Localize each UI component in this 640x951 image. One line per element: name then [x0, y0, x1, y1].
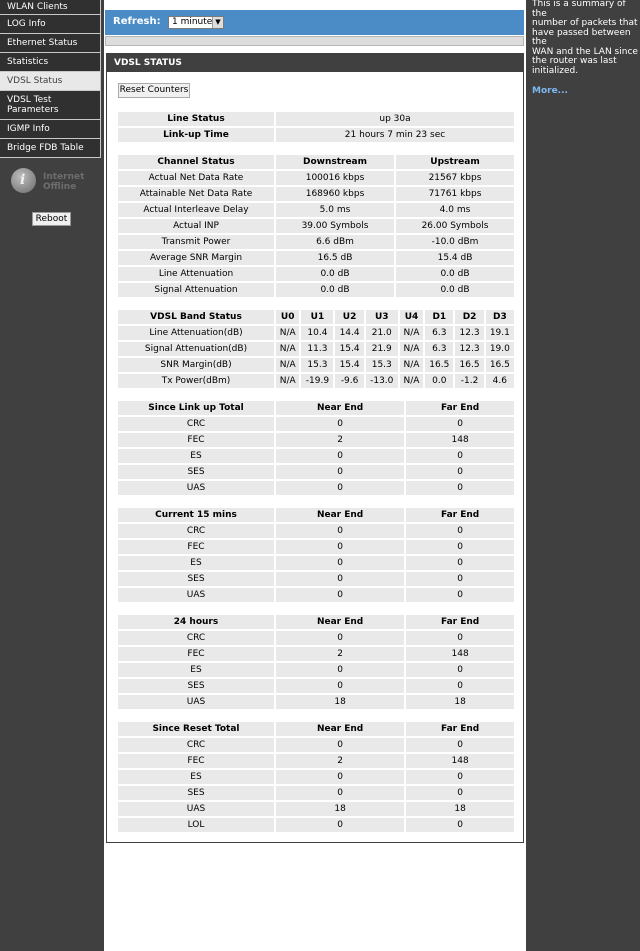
help-line: WAN and the LAN since: [532, 46, 638, 57]
table-cell: 14.4: [335, 326, 363, 340]
column-header: Far End: [406, 722, 514, 736]
table-cell: N/A: [276, 374, 299, 388]
sidebar-item-vdsl-status[interactable]: VDSL Status: [0, 72, 101, 91]
table-cell: 0.0 dB: [396, 267, 514, 281]
table-row: [118, 540, 514, 554]
table-row: [118, 556, 514, 570]
table-cell: -19.9: [301, 374, 333, 388]
table-cell: Transmit Power: [118, 235, 274, 249]
table-cell: 0: [276, 588, 404, 602]
table-cell: 0: [406, 770, 514, 784]
table-cell: -10.0 dBm: [396, 235, 514, 249]
table-cell: 0: [276, 679, 404, 693]
info-icon: i: [11, 168, 36, 193]
line-status-label: Line Status: [118, 112, 274, 126]
table-cell: 0: [276, 572, 404, 586]
table-cell: N/A: [276, 342, 299, 356]
table-cell: 18: [276, 695, 404, 709]
table-cell: 0: [406, 663, 514, 677]
more-link[interactable]: More...: [532, 86, 568, 96]
table-cell: 12.3: [455, 342, 483, 356]
table-cell: 0: [276, 449, 404, 463]
table-cell: Actual Net Data Rate: [118, 171, 274, 185]
table-row: [118, 417, 514, 431]
column-header: Since Reset Total: [118, 722, 274, 736]
table-cell: Attainable Net Data Rate: [118, 187, 274, 201]
table-row: [118, 326, 514, 340]
table-row: [118, 187, 514, 201]
sidebar-item-vdsl-test-parameters[interactable]: VDSL Test Parameters: [0, 91, 101, 120]
table-header-row: [118, 722, 514, 736]
table-cell: 0: [276, 818, 404, 832]
table-cell: SNR Margin(dB): [118, 358, 274, 372]
table-cell: Actual Interleave Delay: [118, 203, 274, 217]
table-cell: 15.3: [366, 358, 398, 372]
column-header: Near End: [276, 508, 404, 522]
table-cell: 0: [276, 738, 404, 752]
table-cell: 0: [406, 556, 514, 570]
help-line: initialized.: [532, 65, 579, 76]
table-cell: 39.00 Symbols: [276, 219, 394, 233]
table-row: [118, 738, 514, 752]
table-cell: 0: [406, 481, 514, 495]
reset-counters-button[interactable]: Reset Counters: [118, 83, 190, 98]
table-row: [118, 465, 514, 479]
sidebar-item-wlan-clients[interactable]: WLAN Clients: [0, 0, 101, 15]
table-header-row: [118, 508, 514, 522]
table-cell: 148: [406, 433, 514, 447]
help-line: This is a summary of the: [532, 0, 626, 19]
table-cell: 4.6: [486, 374, 514, 388]
table-cell: 11.3: [301, 342, 333, 356]
help-line: the router was last: [532, 56, 617, 66]
table-cell: 19.1: [486, 326, 514, 340]
table-cell: CRC: [118, 417, 274, 431]
table-cell: 18: [406, 802, 514, 816]
table-header-row: [118, 155, 514, 169]
table-cell: CRC: [118, 631, 274, 645]
table-cell: 19.0: [486, 342, 514, 356]
table-cell: 16.5 dB: [276, 251, 394, 265]
table-cell: 0: [276, 481, 404, 495]
table-cell: 0: [276, 631, 404, 645]
table-cell: SES: [118, 572, 274, 586]
refresh-label: Refresh:: [113, 16, 161, 27]
table-row: [118, 342, 514, 356]
table-cell: N/A: [400, 326, 423, 340]
table-cell: 0: [276, 417, 404, 431]
table-cell: 16.5: [455, 358, 483, 372]
help-line: number of packets that: [532, 18, 638, 28]
table-row: [118, 770, 514, 784]
table-cell: 0.0 dB: [276, 267, 394, 281]
table-cell: 148: [406, 647, 514, 661]
table-cell: 0: [276, 770, 404, 784]
table-cell: 0.0 dB: [396, 283, 514, 297]
table-cell: N/A: [400, 374, 423, 388]
table-cell: Line Attenuation(dB): [118, 326, 274, 340]
table-cell: CRC: [118, 524, 274, 538]
table-row: [118, 818, 514, 832]
sidebar-item-igmp-info[interactable]: IGMP Info: [0, 120, 101, 139]
table-cell: Tx Power(dBm): [118, 374, 274, 388]
column-header: D1: [425, 310, 453, 324]
table-cell: N/A: [276, 358, 299, 372]
table-row: [118, 171, 514, 185]
table-cell: 16.5: [486, 358, 514, 372]
table-cell: 2: [276, 433, 404, 447]
sidebar-nav: [0, 0, 101, 951]
table-cell: 12.3: [455, 326, 483, 340]
table-cell: 0: [406, 786, 514, 800]
table-row: [118, 358, 514, 372]
table-row: [118, 663, 514, 677]
table-header-row: [118, 615, 514, 629]
column-header: Channel Status: [118, 155, 274, 169]
table-row: [118, 128, 514, 142]
table-cell: 5.0 ms: [276, 203, 394, 217]
table-row: [118, 433, 514, 447]
table-cell: 0: [406, 679, 514, 693]
table-row: [118, 219, 514, 233]
table-cell: 0: [276, 524, 404, 538]
table-cell: 6.3: [425, 342, 453, 356]
table-cell: ES: [118, 449, 274, 463]
table-row: [118, 235, 514, 249]
column-header: Near End: [276, 615, 404, 629]
column-header: Far End: [406, 615, 514, 629]
table-cell: UAS: [118, 802, 274, 816]
table-cell: 0: [406, 449, 514, 463]
channel-status-table: [116, 153, 516, 299]
internet-label: Internet: [43, 172, 85, 182]
table-cell: SES: [118, 679, 274, 693]
reboot-button[interactable]: Reboot: [32, 212, 71, 226]
table-cell: Average SNR Margin: [118, 251, 274, 265]
hours-24-table: [116, 613, 516, 711]
table-cell: 0: [406, 524, 514, 538]
table-cell: Signal Attenuation(dB): [118, 342, 274, 356]
table-cell: SES: [118, 786, 274, 800]
link-up-value: 21 hours 7 min 23 sec: [276, 128, 514, 142]
table-cell: ES: [118, 663, 274, 677]
sidebar-item-ethernet-status[interactable]: Ethernet Status: [0, 34, 101, 53]
column-header: D2: [455, 310, 483, 324]
table-cell: 0: [406, 738, 514, 752]
table-cell: 15.3: [301, 358, 333, 372]
table-cell: 0.0: [425, 374, 453, 388]
table-row: [118, 679, 514, 693]
column-header: U4: [400, 310, 423, 324]
table-cell: 168960 kbps: [276, 187, 394, 201]
table-cell: Actual INP: [118, 219, 274, 233]
table-cell: 21567 kbps: [396, 171, 514, 185]
table-cell: 6.3: [425, 326, 453, 340]
sidebar-item-statistics[interactable]: Statistics: [0, 53, 101, 72]
internet-status: [0, 164, 101, 214]
line-status-value: up 30a: [276, 112, 514, 126]
table-row: [118, 695, 514, 709]
table-cell: FEC: [118, 540, 274, 554]
table-row: [118, 112, 514, 126]
table-cell: 4.0 ms: [396, 203, 514, 217]
column-header: Upstream: [396, 155, 514, 169]
table-cell: 0.0 dB: [276, 283, 394, 297]
table-cell: 0: [406, 417, 514, 431]
table-cell: 2: [276, 647, 404, 661]
table-cell: FEC: [118, 647, 274, 661]
column-header: Since Link up Total: [118, 401, 274, 415]
table-cell: 16.5: [425, 358, 453, 372]
table-cell: 71761 kbps: [396, 187, 514, 201]
help-panel: [530, 0, 640, 951]
table-header-row: [118, 401, 514, 415]
table-cell: 0: [276, 556, 404, 570]
refresh-bar: [105, 10, 524, 35]
since-link-table: [116, 399, 516, 497]
column-header: 24 hours: [118, 615, 274, 629]
column-header: D3: [486, 310, 514, 324]
column-header: Current 15 mins: [118, 508, 274, 522]
table-cell: N/A: [276, 326, 299, 340]
table-row: [118, 524, 514, 538]
table-row: [118, 631, 514, 645]
link-up-label: Link-up Time: [118, 128, 274, 142]
table-cell: 0: [406, 465, 514, 479]
table-cell: 21.0: [366, 326, 398, 340]
chevron-down-icon: ▼: [212, 17, 223, 28]
table-cell: SES: [118, 465, 274, 479]
table-cell: 18: [406, 695, 514, 709]
table-cell: Signal Attenuation: [118, 283, 274, 297]
table-row: [118, 647, 514, 661]
table-cell: ES: [118, 770, 274, 784]
table-cell: UAS: [118, 588, 274, 602]
band-status-table: [116, 308, 516, 390]
table-row: [118, 786, 514, 800]
vdsl-status-box: [106, 53, 524, 843]
table-row: [118, 251, 514, 265]
column-header: U1: [301, 310, 333, 324]
column-header: Far End: [406, 401, 514, 415]
table-cell: Line Attenuation: [118, 267, 274, 281]
help-line: have passed between the: [532, 27, 631, 47]
column-header: U0: [276, 310, 299, 324]
internet-offline-label: Offline: [43, 182, 77, 192]
table-header-row: [118, 310, 514, 324]
refresh-select-value: 1 minute: [172, 17, 213, 27]
table-cell: N/A: [400, 342, 423, 356]
table-cell: UAS: [118, 481, 274, 495]
table-cell: 10.4: [301, 326, 333, 340]
current-15-table: [116, 506, 516, 604]
table-row: [118, 449, 514, 463]
column-header: U2: [335, 310, 363, 324]
table-cell: 0: [406, 540, 514, 554]
section-title: VDSL STATUS: [107, 54, 523, 72]
table-cell: 6.6 dBm: [276, 235, 394, 249]
table-cell: 0: [406, 588, 514, 602]
table-cell: 0: [406, 572, 514, 586]
table-cell: -9.6: [335, 374, 363, 388]
table-cell: 15.4 dB: [396, 251, 514, 265]
table-row: [118, 374, 514, 388]
column-header: Near End: [276, 722, 404, 736]
sidebar-item-bridge-fdb-table[interactable]: Bridge FDB Table: [0, 139, 101, 158]
table-cell: LOL: [118, 818, 274, 832]
table-cell: 15.4: [335, 358, 363, 372]
table-cell: ES: [118, 556, 274, 570]
table-cell: 0: [276, 465, 404, 479]
table-cell: CRC: [118, 738, 274, 752]
table-row: [118, 588, 514, 602]
since-reset-table: [116, 720, 516, 834]
column-header: U3: [366, 310, 398, 324]
column-header: Downstream: [276, 155, 394, 169]
help-text: [532, 0, 638, 76]
sidebar-item-log-info[interactable]: LOG Info: [0, 15, 101, 34]
line-status-table: [116, 110, 516, 144]
table-cell: -13.0: [366, 374, 398, 388]
table-row: [118, 283, 514, 297]
table-cell: 18: [276, 802, 404, 816]
table-row: [118, 203, 514, 217]
divider-strip: [105, 36, 524, 46]
table-cell: 0: [406, 818, 514, 832]
table-cell: N/A: [400, 358, 423, 372]
table-row: [118, 754, 514, 768]
table-cell: 0: [276, 663, 404, 677]
table-cell: -1.2: [455, 374, 483, 388]
table-cell: 26.00 Symbols: [396, 219, 514, 233]
column-header: VDSL Band Status: [118, 310, 274, 324]
table-row: [118, 481, 514, 495]
table-row: [118, 802, 514, 816]
column-header: Near End: [276, 401, 404, 415]
table-cell: 0: [276, 786, 404, 800]
refresh-select[interactable]: [168, 16, 224, 29]
table-row: [118, 267, 514, 281]
table-cell: 0: [406, 631, 514, 645]
main-panel: [104, 0, 526, 951]
table-row: [118, 572, 514, 586]
table-cell: 100016 kbps: [276, 171, 394, 185]
table-cell: 21.9: [366, 342, 398, 356]
table-cell: 15.4: [335, 342, 363, 356]
column-header: Far End: [406, 508, 514, 522]
table-cell: FEC: [118, 433, 274, 447]
table-cell: FEC: [118, 754, 274, 768]
table-cell: UAS: [118, 695, 274, 709]
table-cell: 148: [406, 754, 514, 768]
table-cell: 0: [276, 540, 404, 554]
table-cell: 2: [276, 754, 404, 768]
